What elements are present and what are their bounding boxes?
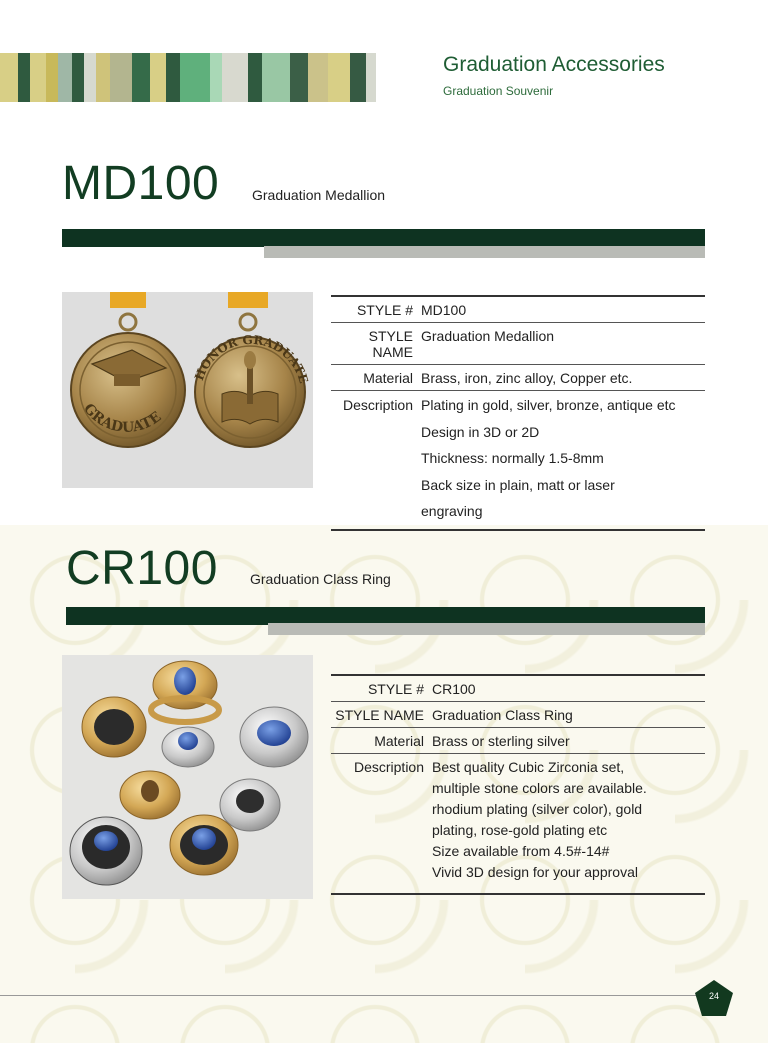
description-line: rhodium plating (silver color), gold [432,801,643,817]
header-stripe [30,53,46,102]
header-stripe [308,53,328,102]
table-bottom-rule [331,893,705,895]
product-name: Graduation Class Ring [250,571,391,587]
spec-label: STYLE NAME [335,707,424,723]
spec-table [331,295,705,531]
spec-row-material [331,364,705,390]
spec-value: Graduation Class Ring [432,707,573,723]
spec-row-description [331,753,705,893]
description-line: Back size in plain, matt or laser [421,476,615,493]
header-stripe [72,53,84,102]
spec-label: Material [363,370,413,386]
header-stripe [58,53,72,102]
medal-text-graduate: GRADUATE [80,400,165,436]
spec-value: MD100 [421,302,467,318]
description-line: Thickness: normally 1.5-8mm [421,450,604,466]
section-subtitle: Graduation Souvenir [443,84,554,98]
product-code: CR100 [66,542,218,595]
header-stripe [262,53,290,102]
spec-label: Description [353,759,424,775]
footer-line [0,995,700,996]
header-stripe [150,53,166,102]
header-stripe [18,53,30,102]
product-name: Graduation Medallion [252,187,386,203]
header-stripe [180,53,210,102]
header-stripe [328,53,350,102]
spec-row-style-name [331,322,705,364]
header-stripe [290,53,308,102]
spec-label: STYLE # [356,302,413,318]
description-line: Plating in gold, silver, bronze, antique etc [421,397,676,413]
header-stripe [248,53,262,102]
spec-value: Brass or sterling silver [432,733,570,749]
class-ring-photo [62,655,313,899]
header-stripes [0,53,376,102]
spec-label: STYLE NAME [368,328,413,360]
spec-value: Graduation Medallion [421,328,555,344]
spec-row-style-no [331,295,705,322]
divider-bar-grey [264,246,705,258]
spec-row-description [331,390,705,529]
section-title: Graduation Accessories [443,53,665,76]
spec-table [331,674,705,895]
product-code: MD100 [62,157,220,210]
medal-text-honor: HONOR GRADUATE [192,332,311,385]
description-line: Vivid 3D design for your approval [432,864,638,880]
spec-description [432,757,705,883]
header-stripe [166,53,180,102]
table-bottom-rule [331,529,705,531]
description-line: plating, rose-gold plating etc [432,822,608,838]
header-stripe [46,53,58,102]
spec-row-style-name [331,701,705,727]
divider-bar-dark [62,229,705,247]
header-stripe [0,53,18,102]
description-line: multiple stone colors are available. [432,780,647,796]
spec-description [421,392,705,525]
header-stripe [84,53,96,102]
spec-label: Description [342,397,413,413]
header-stripe [210,53,222,102]
spec-row-material [331,727,705,753]
header-stripe [222,53,248,102]
divider-bar-grey [268,623,705,635]
description-line: Size available from 4.5#-14# [432,843,610,859]
header-stripe [366,53,376,102]
header-stripe [96,53,110,102]
header-stripe [132,53,150,102]
spec-value: Brass, iron, zinc alloy, Copper etc. [421,370,633,386]
spec-label: STYLE # [367,681,424,697]
page-number: 24 [708,991,719,1001]
description-line: Design in 3D or 2D [421,423,540,440]
spec-label: Material [374,733,424,749]
description-line: Best quality Cubic Zirconia set, [432,759,625,775]
spec-row-style-no [331,674,705,701]
header-stripe [350,53,366,102]
spec-value: CR100 [432,681,476,697]
header-stripe [110,53,132,102]
medallion-photo [62,292,313,488]
description-line: engraving [421,503,483,519]
